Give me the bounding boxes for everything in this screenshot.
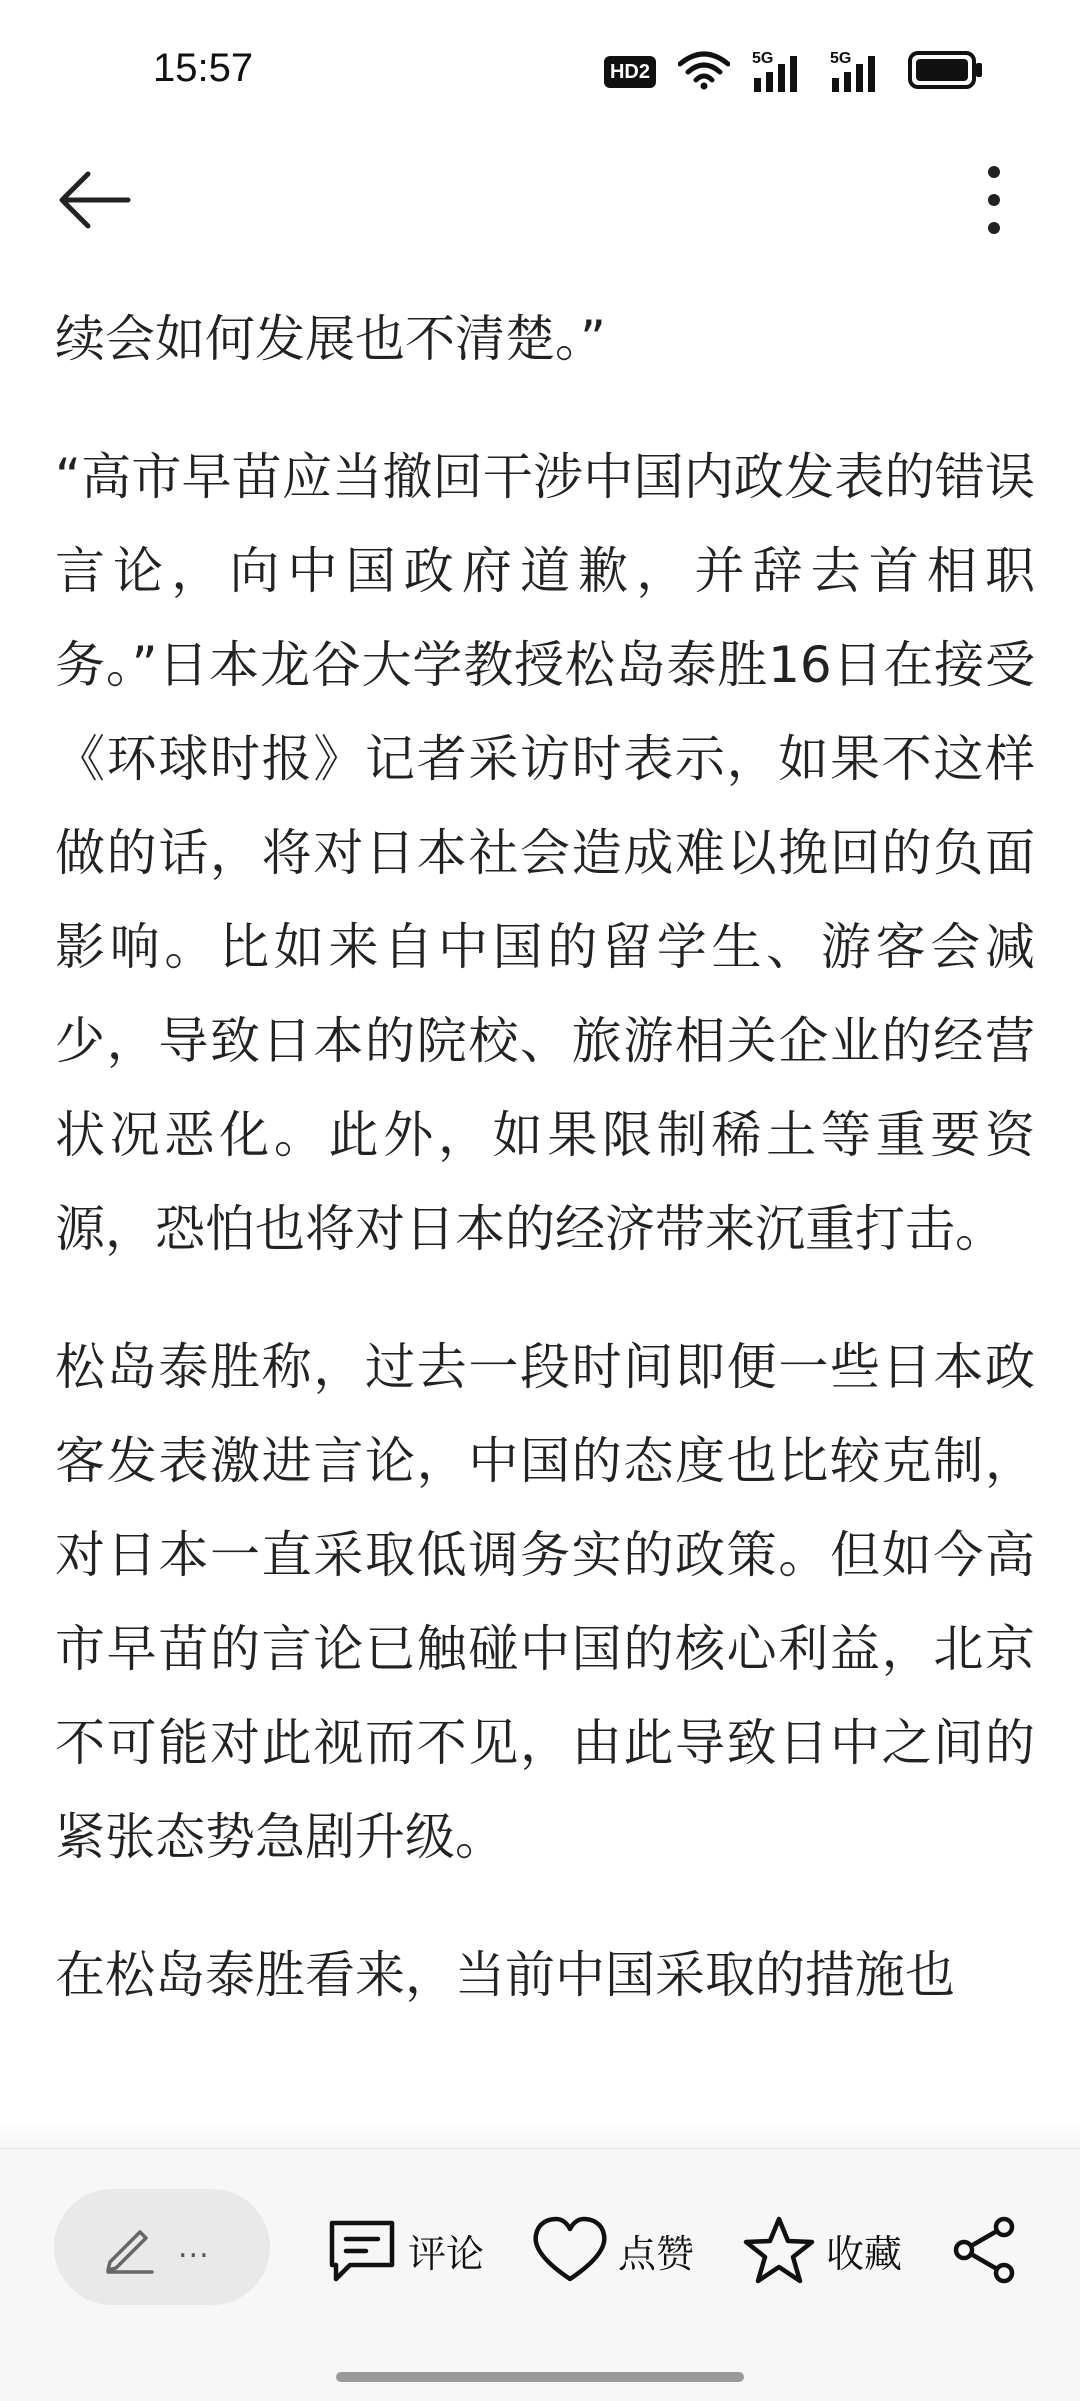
heart-icon	[532, 2215, 608, 2285]
hd-voice-icon: HD2	[604, 56, 656, 88]
comment-input-placeholder: ...	[178, 2229, 210, 2265]
more-vertical-icon	[974, 164, 1014, 236]
signal-5g-label: 5G	[830, 50, 852, 67]
bottom-action-bar	[0, 2148, 1080, 2401]
home-indicator[interactable]	[336, 2372, 744, 2382]
article-body	[55, 292, 1035, 2066]
star-icon	[742, 2215, 816, 2285]
status-time: 15:57	[153, 46, 254, 90]
comment-label: 评论	[408, 2231, 485, 2276]
pencil-icon	[100, 2218, 158, 2276]
arrow-left-icon	[54, 170, 134, 230]
comment-icon	[326, 2215, 398, 2285]
more-options-button[interactable]	[974, 164, 1014, 236]
comment-input[interactable]	[54, 2189, 270, 2305]
like-button[interactable]	[532, 2215, 694, 2285]
article-paragraph: “高市早苗应当撤回干涉中国内政发表的错误言论，向中国政府道歉，并辞去首相职务。”日本龙谷大学教授松岛泰胜16日在接受《环球时报》记者采访时表示，如果不这样做的话，将对日本社会造成难以挽回的负面影响。比如来自中国的留学生、游客会减少，导致日本的院校、旅游相关企业的经营状况恶化。此外，如果限制稀土等重要资源，恐怕也将对日本的经济带来沉重打击。	[55, 448, 1035, 1258]
status-icons	[604, 50, 984, 94]
wifi-icon	[678, 50, 730, 94]
signal-5g-icon	[752, 52, 808, 92]
signal-5g-icon	[830, 52, 886, 92]
signal-5g-label: 5G	[752, 50, 774, 67]
like-label: 点赞	[618, 2231, 695, 2276]
share-icon	[950, 2215, 1020, 2285]
share-button[interactable]	[950, 2215, 1020, 2285]
bottom-fade	[0, 2118, 1080, 2148]
status-bar	[0, 0, 1080, 150]
back-button[interactable]	[54, 170, 134, 230]
battery-icon	[908, 51, 984, 93]
favorite-button[interactable]	[742, 2215, 902, 2285]
article-paragraph: 续会如何发展也不清楚。”	[55, 310, 606, 368]
top-app-bar	[0, 150, 1080, 250]
favorite-label: 收藏	[826, 2231, 903, 2276]
article-paragraph: 在松岛泰胜看来，当前中国采取的措施也	[55, 1946, 955, 2004]
article-paragraph: 松岛泰胜称，过去一段时间即便一些日本政客发表激进言论，中国的态度也比较克制，对日本一直采取低调务实的政策。但如今高市早苗的言论已触碰中国的核心利益，北京不可能对此视而不见，由此导致日中之间的紧张态势急剧升级。	[55, 1338, 1035, 1866]
comment-button[interactable]	[326, 2215, 484, 2285]
